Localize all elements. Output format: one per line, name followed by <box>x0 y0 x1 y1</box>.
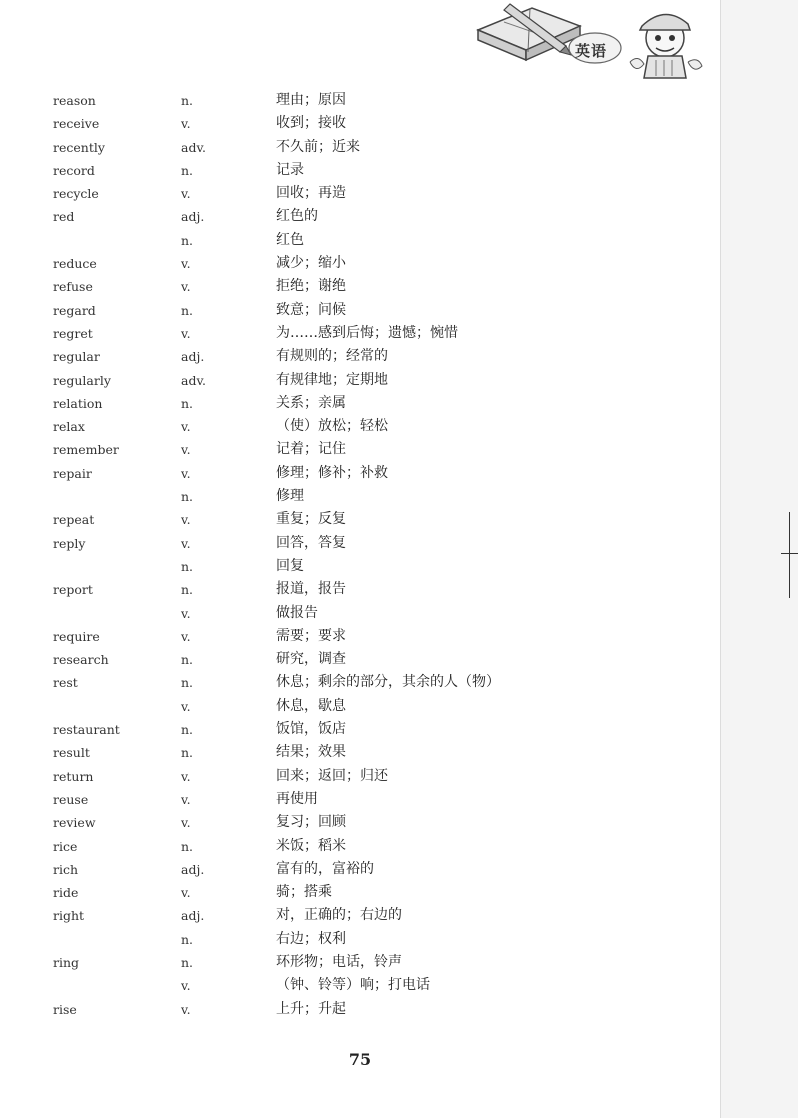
entry-meaning: 再使用 <box>276 790 318 807</box>
entry-meaning: 研究，调查 <box>276 651 346 668</box>
entry-word: receive <box>53 116 100 132</box>
vocabulary-entry <box>0 765 720 788</box>
entry-word: return <box>53 768 94 784</box>
crop-mark-vertical <box>789 512 790 598</box>
vocabulary-entry <box>0 159 720 182</box>
entry-meaning: （使）放松；轻松 <box>276 418 388 435</box>
entry-part-of-speech: v. <box>181 791 191 807</box>
entry-meaning: 减少；缩小 <box>276 255 346 272</box>
entry-part-of-speech: n. <box>181 722 194 738</box>
entry-word: reason <box>53 93 96 108</box>
entry-part-of-speech: adj. <box>181 908 205 924</box>
entry-word: relax <box>53 419 85 435</box>
entry-word: review <box>53 815 96 831</box>
entry-meaning: 结果；效果 <box>276 744 346 761</box>
entry-meaning: 富有的，富裕的 <box>276 860 374 877</box>
entry-part-of-speech: adj. <box>181 861 205 877</box>
entry-part-of-speech: n. <box>181 838 194 854</box>
entry-part-of-speech: v. <box>181 465 191 481</box>
entry-meaning: 有规律地；定期地 <box>276 371 388 388</box>
entry-meaning: 修理 <box>276 488 304 505</box>
vocabulary-entry <box>0 89 720 112</box>
entry-meaning: 回复 <box>276 557 304 574</box>
vocabulary-entry <box>0 695 720 718</box>
vocabulary-entry <box>0 881 720 904</box>
vocabulary-entry <box>0 508 720 531</box>
entry-part-of-speech: n. <box>181 675 194 691</box>
vocabulary-entry <box>0 555 720 578</box>
entry-word: reuse <box>53 791 89 807</box>
vocabulary-entry <box>0 835 720 858</box>
entry-meaning: 右边；权利 <box>276 930 346 947</box>
entry-word: regularly <box>53 372 111 388</box>
entry-part-of-speech: adj. <box>181 209 205 225</box>
entry-meaning: 为……感到后悔；遗憾；惋惜 <box>276 324 458 341</box>
vocabulary-entry <box>0 951 720 974</box>
entry-word: require <box>53 628 100 644</box>
entry-word: rise <box>53 1001 77 1017</box>
entry-part-of-speech: v. <box>181 628 191 644</box>
vocabulary-entry <box>0 858 720 881</box>
vocabulary-entry <box>0 741 720 764</box>
entry-meaning: 米饭；稻米 <box>276 837 346 854</box>
vocabulary-entry <box>0 788 720 811</box>
entry-word: repair <box>53 465 92 481</box>
entry-part-of-speech: n. <box>181 162 194 178</box>
entry-word: repeat <box>53 512 95 528</box>
entry-word: reduce <box>53 256 97 272</box>
crop-mark-horizontal <box>781 553 798 554</box>
entry-part-of-speech: n. <box>181 745 194 761</box>
entry-meaning: 休息；剩余的部分，其余的人（物） <box>276 674 500 691</box>
vocabulary-entry <box>0 532 720 555</box>
entry-meaning: 回来；返回；归还 <box>276 767 388 784</box>
entry-word: remember <box>53 442 119 458</box>
entry-word: rich <box>53 861 79 877</box>
entry-meaning: 记录 <box>276 161 304 178</box>
entry-meaning: 收到；接收 <box>276 115 346 132</box>
entry-part-of-speech: adj. <box>181 349 205 365</box>
entry-part-of-speech: v. <box>181 256 191 272</box>
vocabulary-entry <box>0 322 720 345</box>
vocabulary-entry <box>0 718 720 741</box>
entry-part-of-speech: n. <box>181 232 194 248</box>
entry-part-of-speech: n. <box>181 582 194 598</box>
vocabulary-entry <box>0 974 720 997</box>
entry-meaning: 修理；修补；补救 <box>276 464 388 481</box>
vocabulary-entry <box>0 275 720 298</box>
vocabulary-entry <box>0 578 720 601</box>
entry-part-of-speech: v. <box>181 768 191 784</box>
vocabulary-entry <box>0 345 720 368</box>
entry-meaning: 饭馆，饭店 <box>276 721 346 738</box>
entry-meaning: 关系；亲属 <box>276 394 346 411</box>
vocabulary-entry <box>0 462 720 485</box>
entry-meaning: 报道，报告 <box>276 581 346 598</box>
entry-word: refuse <box>53 279 93 295</box>
entry-part-of-speech: n. <box>181 395 194 411</box>
entry-word: recycle <box>53 186 99 202</box>
entry-word: right <box>53 908 85 924</box>
entry-meaning: 回收；再造 <box>276 185 346 202</box>
entry-part-of-speech: n. <box>181 558 194 574</box>
vocabulary-entry <box>0 369 720 392</box>
page-number: 75 <box>348 1050 372 1069</box>
entry-word: rest <box>53 675 78 691</box>
entry-meaning: （钟、铃等）响；打电话 <box>276 977 430 994</box>
subject-label: 英语 <box>575 42 608 60</box>
vocabulary-entry <box>0 205 720 228</box>
entry-word: relation <box>53 395 103 411</box>
entry-word: red <box>53 209 75 225</box>
entry-meaning: 对，正确的；右边的 <box>276 907 402 924</box>
entry-word: recently <box>53 139 105 155</box>
entry-meaning: 致意；问候 <box>276 301 346 318</box>
entry-part-of-speech: v. <box>181 535 191 551</box>
entry-part-of-speech: n. <box>181 489 194 505</box>
vocabulary-entry <box>0 299 720 322</box>
vocabulary-entry <box>0 811 720 834</box>
entry-meaning: 回答，答复 <box>276 534 346 551</box>
entry-meaning: 红色 <box>276 231 304 248</box>
entry-part-of-speech: v. <box>181 815 191 831</box>
entry-part-of-speech: adv. <box>181 372 207 388</box>
entry-meaning: 不久前；近来 <box>276 138 360 155</box>
entry-meaning: 复习；回顾 <box>276 814 346 831</box>
vocabulary-entry <box>0 671 720 694</box>
entry-word: research <box>53 652 109 668</box>
entry-word: regular <box>53 349 100 365</box>
entry-part-of-speech: v. <box>181 419 191 435</box>
vocabulary-entry <box>0 625 720 648</box>
vocabulary-list <box>0 89 720 1021</box>
entry-part-of-speech: n. <box>181 93 194 108</box>
entry-meaning: 拒绝；谢绝 <box>276 278 346 295</box>
entry-meaning: 有规则的；经常的 <box>276 348 388 365</box>
entry-meaning: 骑；搭乘 <box>276 884 332 901</box>
entry-part-of-speech: v. <box>181 978 191 994</box>
entry-part-of-speech: v. <box>181 1001 191 1017</box>
entry-meaning: 做报告 <box>276 604 318 621</box>
entry-part-of-speech: v. <box>181 885 191 901</box>
entry-word: reply <box>53 535 86 551</box>
vocabulary-entry <box>0 648 720 671</box>
vocabulary-entry <box>0 229 720 252</box>
entry-part-of-speech: v. <box>181 325 191 341</box>
entry-word: restaurant <box>53 722 120 738</box>
entry-meaning: 重复；反复 <box>276 511 346 528</box>
entry-word: regard <box>53 302 96 318</box>
entry-word: regret <box>53 325 93 341</box>
entry-part-of-speech: n. <box>181 652 194 668</box>
vocabulary-entry <box>0 904 720 927</box>
vocabulary-entry <box>0 602 720 625</box>
entry-word: record <box>53 162 95 178</box>
entry-word: rice <box>53 838 78 854</box>
entry-part-of-speech: v. <box>181 279 191 295</box>
entry-meaning: 需要；要求 <box>276 627 346 644</box>
vocabulary-entry <box>0 438 720 461</box>
entry-part-of-speech: n. <box>181 931 194 947</box>
vocabulary-entry <box>0 998 720 1021</box>
page-margin-strip <box>720 0 798 1118</box>
entry-word: ring <box>53 954 80 970</box>
entry-part-of-speech: v. <box>181 512 191 528</box>
entry-meaning: 理由；原因 <box>276 92 346 108</box>
entry-part-of-speech: v. <box>181 442 191 458</box>
entry-meaning: 红色的 <box>276 208 318 225</box>
vocabulary-entry <box>0 392 720 415</box>
entry-part-of-speech: adv. <box>181 139 207 155</box>
entry-part-of-speech: v. <box>181 186 191 202</box>
entry-part-of-speech: n. <box>181 954 194 970</box>
entry-part-of-speech: v. <box>181 698 191 714</box>
vocabulary-entry <box>0 252 720 275</box>
vocabulary-entry <box>0 136 720 159</box>
entry-word: report <box>53 582 93 598</box>
vocabulary-entry <box>0 182 720 205</box>
entry-part-of-speech: v. <box>181 605 191 621</box>
entry-meaning: 环形物；电话，铃声 <box>276 953 402 970</box>
vocabulary-entry <box>0 415 720 438</box>
entry-word: ride <box>53 885 79 901</box>
cartoon-student-icon <box>630 14 702 78</box>
entry-part-of-speech: n. <box>181 302 194 318</box>
entry-word: result <box>53 745 90 761</box>
entry-part-of-speech: v. <box>181 116 191 132</box>
entry-meaning: 休息，歇息 <box>276 697 346 714</box>
vocabulary-entry <box>0 928 720 951</box>
vocabulary-entry <box>0 485 720 508</box>
entry-meaning: 记着；记住 <box>276 441 346 458</box>
vocabulary-entry <box>0 112 720 135</box>
entry-meaning: 上升；升起 <box>276 1000 346 1017</box>
